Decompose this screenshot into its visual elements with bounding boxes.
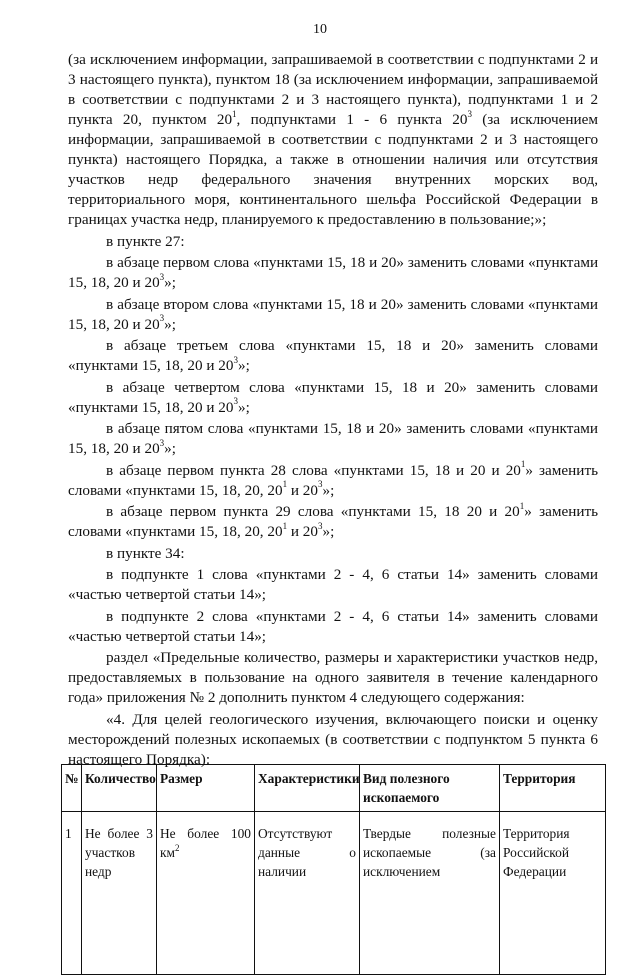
paragraph-5: в абзаце четвертом слова «пунктами 15, 18 и 20» заменить словами «пунктами 15, 18, 20 и $20^3$»; xyxy=(68,378,599,416)
paragraph-0: (за исключением информации, запрашиваемой в соответствии с подпунктами 2 и 3 настоящего пункта), пунктом 18 (за исключением информации, запрашиваемой в соответствии с подпунктами 2 и 3 настоящего пункта), подпунктами 1 и 2 пункта 20, пунктом $20^1$, подпунктами 1 - 6 пункта $20^3$ (за исключением информации, запрашиваемой в соответствии с подпунктами 2 и 3 настоящего пункта) настоящего Порядка, а также в отношении наличия или отсутствия участков недр федерального значения внутренних морских вод, территориального моря, континентального шельфа Российской Федерации в границах участка недр, планируемого к предоставлению в пользование;»; xyxy=(68,51,599,228)
paragraph-12: раздел «Предельные количество, размеры и характеристики участков недр, предоставляемых в пользование на одного заявителя в течение календарного года» приложения № 2 дополнить пунктом 4 следующего содержания: xyxy=(68,649,598,706)
paragraph-2: в абзаце первом слова «пунктами 15, 18 и 20» заменить словами «пунктами 15, 18, 20 и $20^3$»; xyxy=(68,254,599,291)
paragraph-8: в абзаце первом пункта 29 слова «пунктами 15, 18 20 и $20^1$» заменить словами «пунктами 15, 18, 20, $20^1$ и $20^3$»; xyxy=(68,500,599,540)
header-mineral-type: Вид полезного ископаемого xyxy=(360,765,500,812)
paragraph-10: в подпункте 1 слова «пунктами 2 - 4, 6 статьи 14» заменить словами «частью четвертой статьи 14»; xyxy=(68,566,598,603)
cell-territory: Территория Российской Федерации xyxy=(500,812,606,975)
cell-characteristics: Отсутствуют данные о наличии xyxy=(255,812,360,975)
paragraph-11: в подпункте 2 слова «пунктами 2 - 4, 6 статьи 14» заменить словами «частью четвертой статьи 14»; xyxy=(68,607,598,645)
paragraph-1: в пункте 27: xyxy=(106,232,185,250)
paragraph-6: в абзаце пятом слова «пунктами 15, 18 и 20» заменить словами «пунктами 15, 18, 20 и $20^3$»; xyxy=(68,420,599,457)
limits-table xyxy=(61,764,606,975)
paragraph-7: в абзаце первом пункта 28 слова «пунктами 15, 18 и 20 и $20^1$» заменить словами «пунктами 15, 18, 20, $20^1$ и $20^3$»; xyxy=(68,459,599,499)
page-number: 10 xyxy=(313,22,327,37)
cell-number: 1 xyxy=(62,812,82,975)
cell-mineral-type: Твердые полезные ископаемые (за исключением xyxy=(360,812,500,975)
paragraph-4: в абзаце третьем слова «пунктами 15, 18 и 20» заменить словами «пунктами 15, 18, 20 и $20^3$»; xyxy=(68,337,599,374)
header-characteristics: Характеристики xyxy=(255,765,360,812)
paragraph-3: в абзаце втором слова «пунктами 15, 18 и 20» заменить словами «пунктами 15, 18, 20 и $20^3$»; xyxy=(68,295,599,333)
cell-quantity: Не более 3 участков недр xyxy=(82,812,157,975)
cell-size: Не более 100 $км^2$ xyxy=(157,812,255,975)
table-row xyxy=(62,812,606,975)
paragraph-13: «4. Для целей геологического изучения, включающего поиски и оценку месторождений полезных ископаемых (в соответствии с подпунктом 5 пункта 6 настоящего Порядка): xyxy=(68,710,598,768)
paragraph-9: в пункте 34: xyxy=(106,544,185,562)
table-header-row xyxy=(62,765,606,812)
header-territory: Территория xyxy=(500,765,606,812)
document-body xyxy=(68,50,598,771)
header-number: № xyxy=(62,765,82,812)
header-size: Размер xyxy=(157,765,255,812)
header-quantity: Количество xyxy=(82,765,157,812)
